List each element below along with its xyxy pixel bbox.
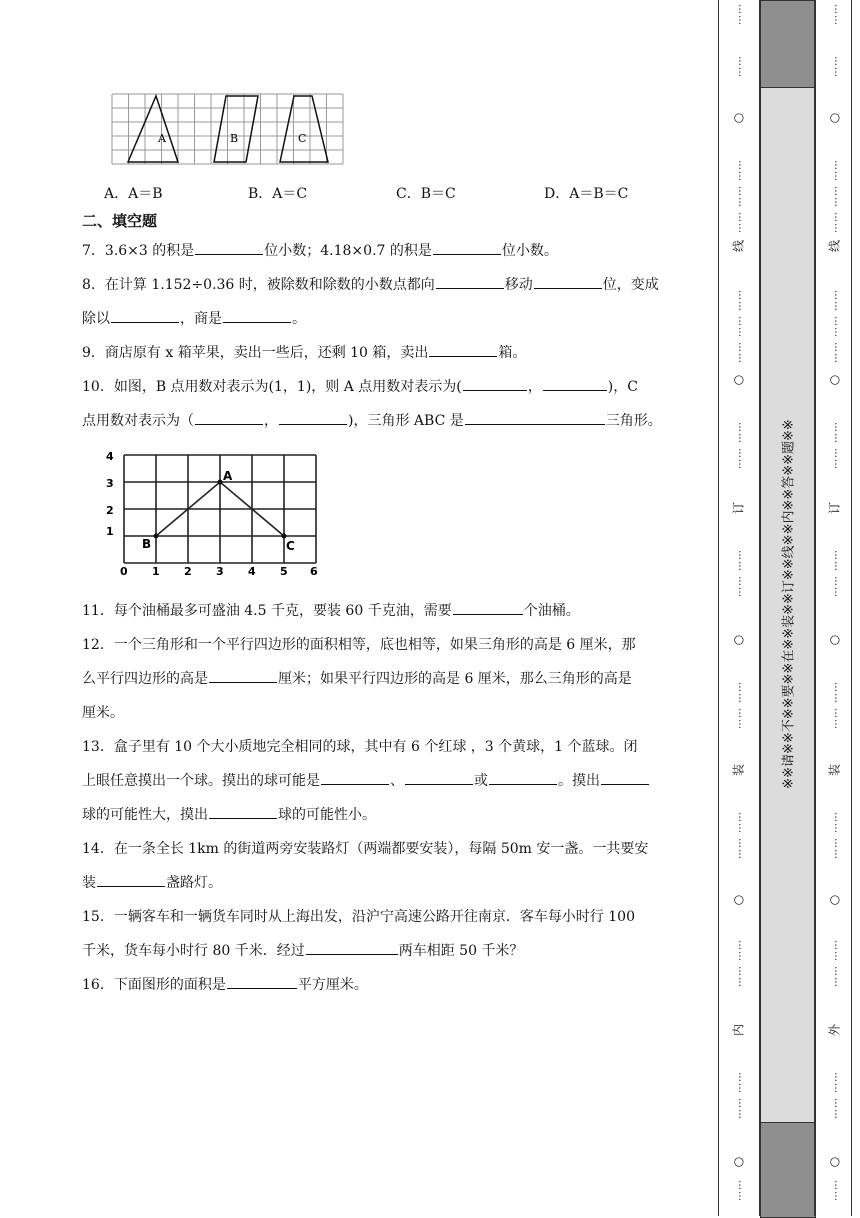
margin-char: 线 <box>827 239 842 253</box>
point-a <box>218 480 223 485</box>
margin-dots: …… <box>828 289 840 311</box>
x-tick: 6 <box>310 565 318 578</box>
margin-char: 装 <box>827 763 842 777</box>
point-b <box>154 534 159 539</box>
margin-circle: ○ <box>731 374 745 386</box>
question-13: 13．盒子里有 10 个大小质地完全相同的球，其中有 6 个红球 ，3 个黄球，1 个蓝球。闭 <box>82 739 638 755</box>
margin-dots: …… <box>828 681 840 703</box>
question-13-cont: 上眼任意摸出一个球。摸出的球可能是 、 或 。摸出 <box>82 770 650 790</box>
y-tick: 2 <box>106 504 114 517</box>
question-8: 8．在计算 1.152÷0.36 时，被除数和除数的小数点都向 移动 位，变成 <box>82 274 659 294</box>
margin-char: 线 <box>731 239 746 253</box>
margin-circle: ○ <box>731 112 745 124</box>
y-tick: 4 <box>106 450 114 463</box>
answer-blank[interactable] <box>223 308 291 323</box>
margin-dots: …… <box>828 421 840 443</box>
answer-blank[interactable] <box>433 240 501 255</box>
answer-blank[interactable] <box>534 274 602 289</box>
answer-blank[interactable] <box>195 410 263 425</box>
answer-blank[interactable] <box>405 770 473 785</box>
margin-dots: …… <box>828 55 840 77</box>
margin-circle: ○ <box>827 112 841 124</box>
question-8-cont: 除以 ，商是 。 <box>82 308 306 328</box>
margin-dots: …… <box>732 55 744 77</box>
margin-dots: …… <box>732 1179 744 1201</box>
question-12-cont: 么平行四边形的高是 厘米；如果平行四边形的高是 6 厘米，那么三角形的高是 <box>82 668 632 688</box>
x-tick: 3 <box>216 565 224 578</box>
margin-circle: ○ <box>827 374 841 386</box>
margin-dots: …… <box>828 341 840 363</box>
margin-dots: …… <box>732 939 744 961</box>
margin-dots: …… <box>732 211 744 233</box>
answer-blank[interactable] <box>306 940 398 955</box>
margin-dots: …… <box>732 3 744 25</box>
coordinate-grid-figure <box>100 448 330 580</box>
answer-blank[interactable] <box>209 668 277 683</box>
margin-dots: …… <box>828 1071 840 1093</box>
question-11: 11．每个油桶最多可盛油 4.5 千克，要装 60 千克油，需要 个油桶。 <box>82 600 580 620</box>
shape-b-label: B <box>230 132 239 145</box>
answer-blank[interactable] <box>429 342 497 357</box>
point-a-label: A <box>223 469 233 483</box>
option-b: B．A＝C <box>248 186 308 202</box>
margin-dots: …… <box>732 707 744 729</box>
margin-char: 内 <box>731 1023 746 1037</box>
answer-blank[interactable] <box>436 274 504 289</box>
answer-blank[interactable] <box>321 770 389 785</box>
option-a: A．A＝B <box>104 186 163 202</box>
option-c: C．B＝C <box>396 186 456 202</box>
question-12-end: 厘米。 <box>82 705 124 721</box>
question-14: 14．在一条全长 1km 的街道两旁安装路灯（两端都要安装），每隔 50m 安一盏。一共要安 <box>82 841 649 857</box>
shape-c-label: C <box>298 132 307 145</box>
shape-a-label: A <box>158 132 166 145</box>
bottom-dark-box <box>760 1122 816 1218</box>
y-tick: 1 <box>106 525 114 538</box>
question-16: 16．下面图形的面积是 平方厘米。 <box>82 974 368 994</box>
y-tick: 3 <box>106 477 114 490</box>
x-tick: 1 <box>152 565 160 578</box>
margin-dots: …… <box>828 549 840 571</box>
margin-char: 订 <box>827 501 842 515</box>
margin-circle: ○ <box>827 1156 841 1168</box>
margin-dots: …… <box>828 939 840 961</box>
question-15: 15．一辆客车和一辆货车同时从上海出发，沿沪宁高速公路开往南京．客车每小时行 100 <box>82 909 635 925</box>
shape-b <box>214 96 258 162</box>
margin-dots: …… <box>732 965 744 987</box>
x-tick: 5 <box>280 565 288 578</box>
answer-blank[interactable] <box>195 240 263 255</box>
margin-dots: …… <box>732 837 744 859</box>
margin-dots: …… <box>828 575 840 597</box>
margin-dots: …… <box>828 3 840 25</box>
margin-dots: …… <box>732 185 744 207</box>
point-c <box>282 534 287 539</box>
top-dark-box <box>760 0 816 88</box>
margin-dots: …… <box>732 341 744 363</box>
question-12: 12．一个三角形和一个平行四边形的面积相等，底也相等，如果三角形的高是 6 厘米，那 <box>82 637 636 653</box>
answer-blank[interactable] <box>543 376 607 391</box>
margin-dots: …… <box>828 707 840 729</box>
answer-blank[interactable] <box>463 376 527 391</box>
margin-dots: …… <box>732 289 744 311</box>
margin-char: 订 <box>731 501 746 515</box>
margin-dots: …… <box>732 421 744 443</box>
margin-dots: …… <box>732 811 744 833</box>
option-d: D．A＝B＝C <box>544 186 629 202</box>
question-10: 10．如图，B 点用数对表示为(1，1)，则 A 点用数对表示为( ， )，C <box>82 376 638 396</box>
answer-blank[interactable] <box>97 872 165 887</box>
shapes-grid-figure <box>108 92 344 166</box>
question-7: 7．3.6×3 的积是 位小数；4.18×0.7 的积是 位小数。 <box>82 240 558 260</box>
answer-blank[interactable] <box>209 804 277 819</box>
shape-c <box>280 96 328 162</box>
answer-blank[interactable] <box>489 770 557 785</box>
answer-blank[interactable] <box>111 308 179 323</box>
margin-char: 装 <box>731 763 746 777</box>
point-b-label: B <box>142 537 152 551</box>
question-13-end: 球的可能性大，摸出 球的可能性小。 <box>82 804 376 824</box>
margin-circle: ○ <box>731 634 745 646</box>
answer-blank[interactable] <box>279 410 347 425</box>
margin-dots: …… <box>828 185 840 207</box>
margin-dots: …… <box>732 1097 744 1119</box>
answer-blank[interactable] <box>601 770 649 785</box>
x-tick: 4 <box>248 565 256 578</box>
margin-circle: ○ <box>827 634 841 646</box>
answer-blank[interactable] <box>227 974 297 989</box>
x-tick: 0 <box>120 565 128 578</box>
margin-dots: …… <box>732 1071 744 1093</box>
margin-char: 外 <box>827 1023 842 1037</box>
question-14-cont: 装 盏路灯。 <box>82 872 222 892</box>
margin-circle: ○ <box>827 894 841 906</box>
margin-dots: …… <box>732 159 744 181</box>
margin-dots: …… <box>828 811 840 833</box>
margin-dots: …… <box>732 549 744 571</box>
margin-dots: …… <box>828 965 840 987</box>
margin-circle: ○ <box>731 1156 745 1168</box>
shape-a <box>128 96 178 162</box>
question-9: 9．商店原有 x 箱苹果，卖出一些后，还剩 10 箱，卖出 箱。 <box>82 342 526 362</box>
margin-dots: …… <box>732 575 744 597</box>
margin-dots: …… <box>828 1097 840 1119</box>
margin-dots: …… <box>828 315 840 337</box>
margin-dots: …… <box>732 315 744 337</box>
margin-dots: …… <box>828 837 840 859</box>
margin-dots: …… <box>828 159 840 181</box>
question-10-cont: 点用数对表示为（ ， )，三角形 ABC 是 三角形。 <box>82 410 662 430</box>
answer-blank[interactable] <box>465 410 605 425</box>
margin-dots: …… <box>828 1179 840 1201</box>
margin-dots: …… <box>732 681 744 703</box>
margin-dots: …… <box>828 211 840 233</box>
answer-blank[interactable] <box>453 600 523 615</box>
point-c-label: C <box>286 539 295 553</box>
question-15-cont: 千米，货车每小时行 80 千米．经过 两车相距 50 千米？ <box>82 940 523 960</box>
x-tick: 2 <box>184 565 192 578</box>
binding-notice: ※※请※※不※※要※※在※※装※※订※※线※※内※※答※※题※※ <box>781 419 797 789</box>
margin-circle: ○ <box>731 894 745 906</box>
section-title: 二、填空题 <box>82 212 158 230</box>
margin-dots: …… <box>828 447 840 469</box>
margin-dots: …… <box>732 447 744 469</box>
